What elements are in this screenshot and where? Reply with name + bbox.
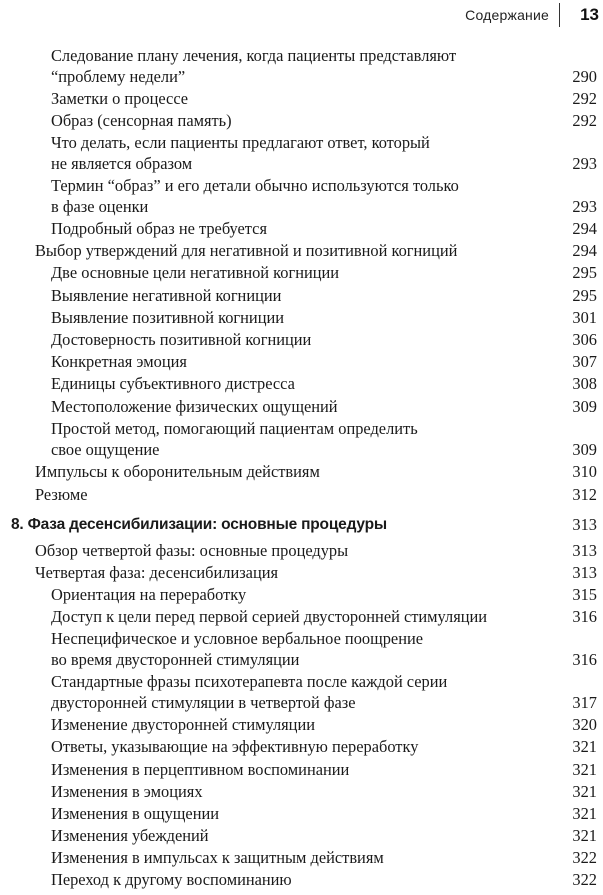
toc-entry-text: “проблему недели” (51, 67, 186, 86)
toc-entry-page: 306 (572, 330, 597, 349)
toc-entry-page: 309 (572, 397, 597, 416)
toc-entry-page: 316 (572, 650, 597, 669)
toc-entry-page: 315 (572, 585, 597, 604)
toc-entry-text: Что делать, если пациенты предлагают ответ, который (51, 133, 430, 152)
toc-entry-page: 295 (572, 263, 597, 282)
toc-entry-page: 321 (572, 760, 597, 779)
toc-entry-text: во время двусторонней стимуляции (51, 650, 300, 669)
toc-entry-page: 293 (572, 197, 597, 216)
toc-entry-page: 321 (572, 826, 597, 845)
toc-entry-page: 294 (572, 219, 597, 238)
toc-section-text: Обзор четвертой фазы: основные процедуры (35, 541, 349, 560)
toc-entry-text: не является образом (51, 154, 193, 173)
toc-entry-text: Простой метод, помогающий пациентам определить (51, 419, 418, 438)
toc-entry-text: Заметки о процессе (51, 89, 189, 108)
toc-entry-text: Подробный образ не требуется (51, 219, 267, 238)
toc-entry-text: Выявление негативной когниции (51, 286, 282, 305)
toc-entry-page: 307 (572, 352, 597, 371)
toc-entry-page: 316 (572, 607, 597, 626)
page-number: 13 (580, 5, 599, 24)
toc-entry-page: 292 (572, 89, 597, 108)
toc-entry-page: 320 (572, 715, 597, 734)
toc-chapter-page: 313 (572, 515, 597, 534)
toc-entry-page: 292 (572, 111, 597, 130)
toc-entry-page: 321 (572, 782, 597, 801)
toc-entry-text: Доступ к цели перед первой серией двусторонней стимуляции (51, 607, 488, 626)
toc-entry-page: 301 (572, 308, 597, 327)
toc-entry-text: Изменения в перцептивном воспоминании (51, 760, 350, 779)
toc-entry-text: Термин “образ” и его детали обычно используются только (51, 176, 459, 195)
toc-entry-text: Неспецифическое и условное вербальное поощрение (51, 629, 424, 648)
toc-entry-text: Изменение двусторонней стимуляции (51, 715, 315, 734)
toc-entry-text: Изменения в эмоциях (51, 782, 203, 801)
toc-section-text: Выбор утверждений для негативной и позитивной когниций (35, 241, 458, 260)
toc-entry-page: 313 (572, 541, 597, 560)
toc-chapter-heading: 8. Фаза десенсибилизации: основные процедуры (11, 516, 387, 533)
toc-entry-page: 317 (572, 693, 597, 712)
toc-entry-text: Следование плану лечения, когда пациенты представляют (51, 46, 457, 65)
toc-entry-page: 295 (572, 286, 597, 305)
toc-entry-page: 321 (572, 804, 597, 823)
toc-entry-text: Изменения в импульсах к защитным действиям (51, 848, 384, 867)
toc-entry-page: 321 (572, 737, 597, 756)
toc-entry-text: свое ощущение (51, 440, 160, 459)
toc-entry-page: 322 (572, 870, 597, 889)
toc-entry-text: Ответы, указывающие на эффективную переработку (51, 737, 419, 756)
toc-entry-page: 309 (572, 440, 597, 459)
toc-entry-page: 294 (572, 241, 597, 260)
toc-entry-text: Изменения в ощущении (51, 804, 220, 823)
toc-entry-page: 310 (572, 462, 597, 481)
toc-entry-text: Выявление позитивной когниции (51, 308, 285, 327)
toc-entry-page: 293 (572, 154, 597, 173)
toc-entry-text: Местоположение физических ощущений (51, 397, 338, 416)
toc-entry-text: Переход к другому воспоминанию (51, 870, 292, 889)
toc-entry-text: Достоверность позитивной когниции (51, 330, 312, 349)
toc-entry-page: 290 (572, 67, 597, 86)
toc-entry-text: Конкретная эмоция (51, 352, 187, 371)
toc-entry-text: двусторонней стимуляции в четвертой фазе (51, 693, 356, 712)
toc-entry-page: 322 (572, 848, 597, 867)
toc-entry-text: Единицы субъективного дистресса (51, 374, 295, 393)
toc-entry-text: Две основные цели негативной когниции (51, 263, 340, 282)
toc-section-text: Резюме (35, 485, 88, 504)
toc-entry-text: Изменения убеждений (51, 826, 209, 845)
toc-section-text: Четвертая фаза: десенсибилизация (35, 563, 279, 582)
toc-entry-page: 313 (572, 563, 597, 582)
toc-entry-page: 308 (572, 374, 597, 393)
toc-entry-page: 312 (572, 485, 597, 504)
toc-entry-text: Ориентация на переработку (51, 585, 247, 604)
toc-entry-text: Образ (сенсорная память) (51, 111, 232, 130)
toc-section-text: Импульсы к оборонительным действиям (35, 462, 320, 481)
toc-entry-text: в фазе оценки (51, 197, 149, 216)
toc-entry-text: Стандартные фразы психотерапевта после каждой серии (51, 672, 448, 691)
running-head-title: Содержание (465, 7, 549, 23)
